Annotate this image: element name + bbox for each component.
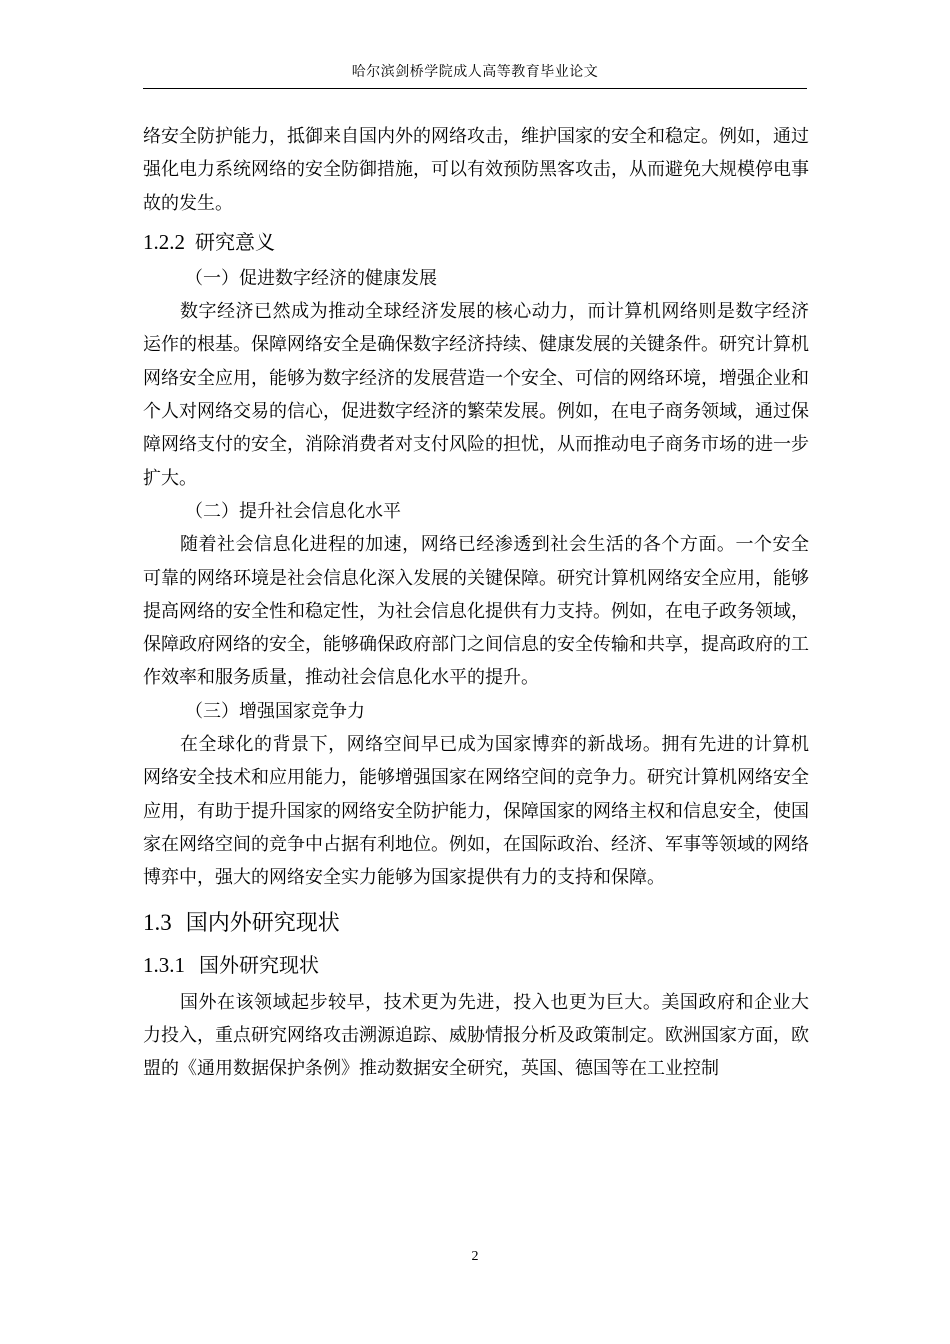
- section-heading-1-2-2: [143, 226, 809, 258]
- paragraph-informatization: 随着社会信息化进程的加速，网络已经渗透到社会生活的各个方面。一个安全可靠的网络环境是社会信息化深入发展的关键保障。研究计算机网络安全应用，能够提高网络的安全性和稳定性，为社会信息化提供有力支持。例如，在电子政务领域，保障政府网络的安全，能够确保政府部门之间信息的安全传输和共享，提高政府的工作效率和服务质量，推动社会信息化水平的提升。: [143, 534, 809, 689]
- section-number: 1.3.1: [143, 952, 185, 977]
- header-rule: [143, 88, 807, 89]
- subheading-informatization: （二）提升社会信息化水平: [185, 500, 401, 522]
- page-body: [143, 120, 809, 1085]
- section-heading-1-3-1: [143, 948, 809, 982]
- section-number: 1.3: [143, 909, 172, 935]
- subheading-digital-economy: （一）促进数字经济的健康发展: [185, 267, 437, 289]
- section-title: 国外研究现状: [199, 952, 319, 977]
- intro-paragraph: 络安全防护能力，抵御来自国内外的网络攻击，维护国家的安全和稳定。例如，通过强化电力系统网络的安全防御措施，可以有效预防黑客攻击，从而避免大规模停电事故的发生。: [143, 126, 809, 214]
- section-heading-1-3: [143, 905, 809, 942]
- paragraph-digital-economy: 数字经济已然成为推动全球经济发展的核心动力，而计算机网络则是数字经济运作的根基。保障网络安全是确保数字经济持续、健康发展的关键条件。研究计算机网络安全应用，能够为数字经济的发展营造一个安全、可信的网络环境，增强企业和个人对网络交易的信心，促进数字经济的繁荣发展。例如，在电子商务领域，通过保障网络支付的安全，消除消费者对支付风险的担忧，从而推动电子商务市场的进一步扩大。: [143, 301, 809, 489]
- paragraph-foreign-research: 国外在该领域起步较早，技术更为先进，投入也更为巨大。美国政府和企业大力投入，重点研究网络攻击溯源追踪、威胁情报分析及政策制定。欧洲国家方面，欧盟的《通用数据保护条例》推动数据安全研究，英国、德国等在工业控制: [143, 991, 809, 1080]
- subheading-competitiveness: （三）增强国家竞争力: [185, 700, 365, 722]
- running-header: 哈尔滨剑桥学院成人高等教育毕业论文: [351, 64, 599, 80]
- section-title: 国内外研究现状: [185, 910, 340, 936]
- section-title: 研究意义: [195, 229, 275, 254]
- page-number: 2: [471, 1249, 479, 1264]
- paragraph-competitiveness: 在全球化的背景下，网络空间早已成为国家博弈的新战场。拥有先进的计算机网络安全技术和应用能力，能够增强国家在网络空间的竞争力。研究计算机网络安全应用，有助于提升国家的网络安全防护能力，保障国家的网络主权和信息安全，使国家在网络空间的竞争中占据有利地位。例如，在国际政治、经济、军事等领域的网络博弈中，强大的网络安全实力能够为国家提供有力的支持和保障。: [143, 734, 809, 889]
- section-number: 1.2.2: [143, 229, 185, 254]
